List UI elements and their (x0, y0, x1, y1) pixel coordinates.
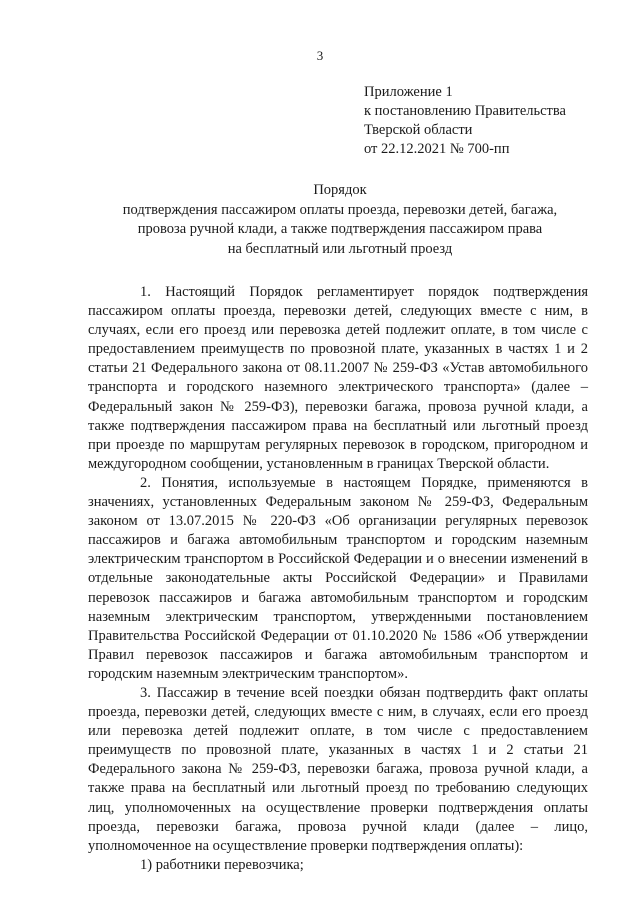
appendix-line: к постановлению Правительства (364, 103, 566, 119)
appendix-line: Тверской области (364, 122, 473, 138)
document-body (88, 283, 588, 875)
page-number: 3 (316, 48, 324, 63)
paragraph-1: 1. Настоящий Порядок регламентирует порядок подтверждения пассажиром оплаты проезда, перевозки детей, следующих вместе с ним, в случаях, если его проезд или перевозка детей подлежит оплате, в том числе с предоставлением преимуществ по провозной плате, указанных в частях 1 и 2 статьи 21 Федерального закона от 08.11.2007 № 259-ФЗ «Устав автомобильного транспорта и городского наземного электрического транспорта» (далее – Федеральный закон № 259-ФЗ), перевозки багажа, провоза ручной клади, а также подтверждения пассажиром права на бесплатный или льготный проезд при проезде по маршрутам регулярных перевозок в городском, пригородном и междугородном сообщении, установленным в границах Тверской области. (88, 284, 588, 472)
appendix-line: Приложение 1 (364, 84, 453, 100)
appendix-date: от 22.12.2021 № 700-пп (364, 141, 510, 157)
document-title (60, 181, 620, 259)
title-line: на бесплатный или льготный проезд (227, 240, 453, 257)
title-line: провоза ручной клади, а также подтверждения пассажиром права (137, 221, 543, 237)
title-heading: Порядок (313, 182, 367, 198)
paragraph-3: 3. Пассажир в течение всей поездки обязан подтвердить факт оплаты проезда, перевозки детей, следующих вместе с ним, в случаях, если его проезд или перевозка детей подлежит оплате, в том числе с предоставлением преимуществ по провозной плате, указанных в частях 1 и 2 статьи 21 Федерального закона № 259-ФЗ, перевозки багажа, провоза ручной клади, а также права на бесплатный или льготный проезд по требованию следующих лиц, уполномоченных на осуществление проверки подтверждения оплаты проезда, перевозки багажа, провоза ручной клади (далее – лицо, уполномоченное на осуществление проверки подтверждения оплаты): (88, 684, 588, 854)
title-line: подтверждения пассажиром оплаты проезда, перевозки детей, багажа, (122, 201, 558, 218)
appendix-reference (364, 83, 624, 159)
list-item: 1) работники перевозчика; (140, 856, 304, 873)
paragraph-2: 2. Понятия, используемые в настоящем Порядке, применяются в значениях, установленных Федеральным законом № 259-ФЗ, Федеральным законом от 13.07.2015 № 220-ФЗ «Об организации регулярных перевозок пассажиров и багажа автомобильным транспортом и городским наземным электрическим транспортом в Российской Федерации и о внесении изменений в отдельные законодательные акты Российской Федерации» и Правилами перевозок пассажиров и багажа автомобильным транспортом и городским наземным электрическим транспортом, утвержденными постановлением Правительства Российской Федерации от 01.10.2020 № 1586 «Об утверждении Правил перевозок пассажиров и багажа автомобильным транспортом и городским наземным электрическим транспортом». (88, 474, 588, 682)
